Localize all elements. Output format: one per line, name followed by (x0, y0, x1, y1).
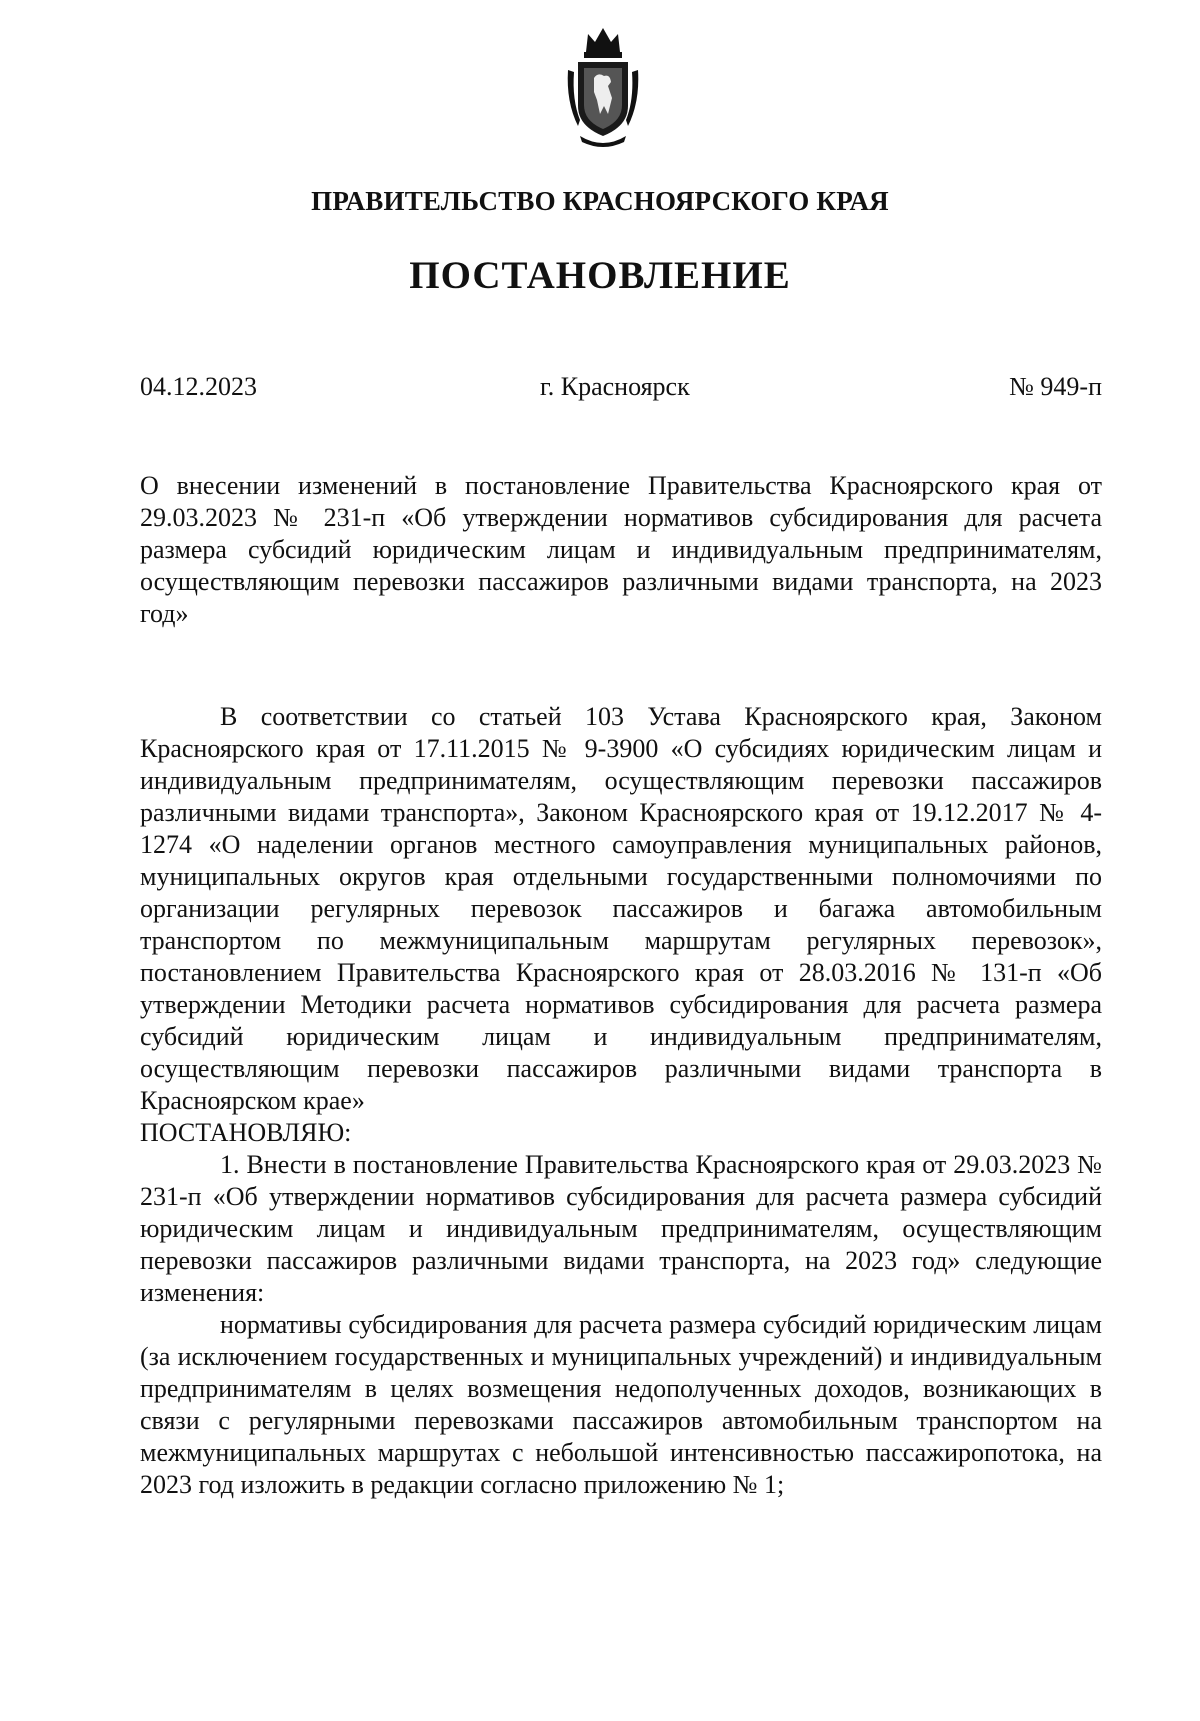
document-number: № 949-п (1009, 372, 1102, 401)
preamble-paragraph: В соответствии со статьей 103 Устава Красноярского края, Законом Красноярского края от 17.11.2015 № 9-3900 «О субсидиях юридическим лицам и индивидуальным предпринимателям, осуществляющим перевозки пассажиров различными видами транспорта», Законом Красноярского края от 19.12.2017 № 4-1274 «О наделении органов местного самоуправления муниципальных районов, муниципальных округов края отдельными государственными полномочиями по организации регулярных перевозок пассажиров и багажа автомобильным транспортом по межмуниципальным маршрутам регулярных перевозок», постановлением Правительства Красноярского края от 28.03.2016 № 131-п «Об утверждении Методики расчета нормативов субсидирования для расчета размера субсидий юридическим лицам и индивидуальным предпринимателям, осуществляющим перевозки пассажиров различными видами транспорта в Красноярском крае» (140, 702, 1102, 1115)
krasnoyarsk-coat-of-arms-icon (564, 22, 642, 152)
document-type: ПОСТАНОВЛЕНИЕ (409, 254, 791, 297)
directive-line: ПОСТАНОВЛЯЮ: (140, 1118, 352, 1147)
item-1-paragraph: 1. Внести в постановление Правительства Красноярского края от 29.03.2023 № 231-п «Об утверждении нормативов субсидирования для расчета размера субсидий юридическим лицам и индивидуальным предпринимателям, осуществляющим перевозки пассажиров различными видами транспорта, на 2023 год» следующие изменения: (140, 1150, 1102, 1307)
item-1-sub-paragraph: нормативы субсидирования для расчета размера субсидий юридическим лицам (за исключением государственных и муниципальных учреждений) и индивидуальным предпринимателям в целях возмещения недополученных доходов, возникающих в связи с регулярными перевозками пассажиров автомобильным транспортом на межмуниципальных маршрутах с небольшой интенсивностью пассажиропотока, на 2023 год изложить в редакции согласно приложению № 1; (140, 1310, 1102, 1499)
document-city: г. Красноярск (540, 372, 690, 401)
document-body (140, 701, 1102, 1501)
document-date: 04.12.2023 (140, 372, 257, 401)
government-name: ПРАВИТЕЛЬСТВО КРАСНОЯРСКОГО КРАЯ (311, 186, 889, 216)
document-subject: О внесении изменений в постановление Правительства Красноярского края от 29.03.2023 № 231-п «Об утверждении нормативов субсидирования для расчета размера субсидий юридическим лицам и индивидуальным предпринимателям, осуществляющим перевозки пассажиров различными видами транспорта, на 2023 год» (140, 471, 1102, 628)
